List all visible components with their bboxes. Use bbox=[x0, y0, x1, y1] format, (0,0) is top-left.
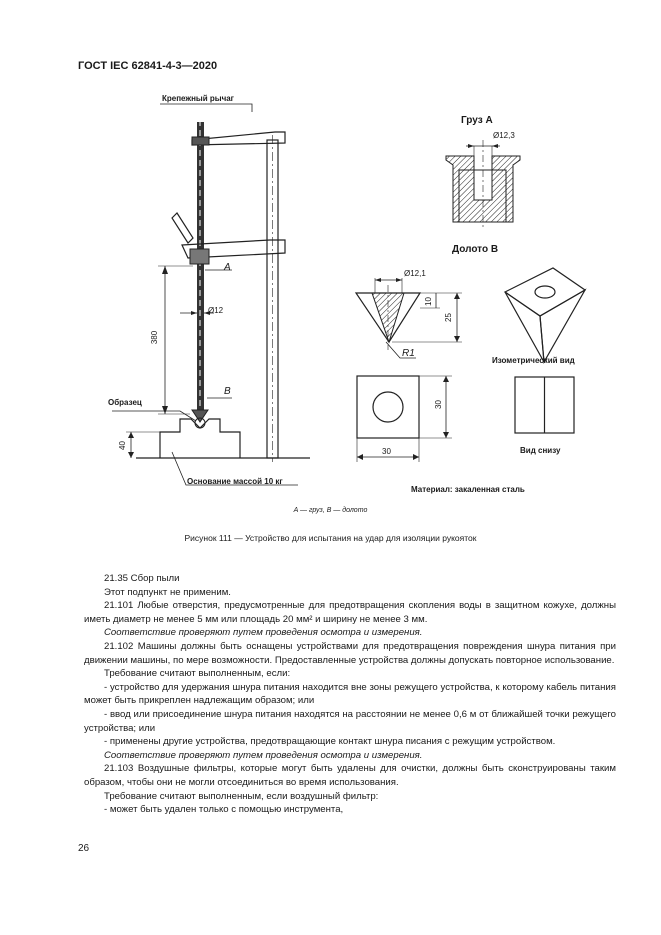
figure-legend: A — груз, B — долото bbox=[293, 507, 368, 514]
paragraph: 21.103 Воздушные фильтры, которые могут быть удалены для очистки, должны быть сконструированы таким образом, чтобы они не могли отсоединиться во время использования. bbox=[84, 763, 616, 788]
paragraph: Этот подпункт не применим. bbox=[104, 586, 231, 598]
paragraph: Требование считают выполненным, если воздушный фильтр: bbox=[104, 790, 379, 802]
list-item: - ввод или присоединение шнура питания находятся на расстоянии не менее 0,6 м от ближайшей точки режущего устройства; или bbox=[84, 708, 616, 734]
weight-a-diameter: Ø12,3 bbox=[493, 131, 515, 140]
marker-a: A bbox=[224, 262, 231, 273]
bottom-view-label: Вид снизу bbox=[520, 446, 561, 455]
paragraph: 21.102 Машины должны быть оснащены устройствами для предотвращения повреждения шнура питания при движении машины, по мере возможности. Предоставленные устройства должны допускать повторное использование. bbox=[84, 640, 616, 666]
page-number: 26 bbox=[78, 843, 90, 854]
dim-40: 40 bbox=[117, 441, 127, 450]
material-label: Материал: закаленная сталь bbox=[411, 485, 525, 494]
weight-a-title: Груз A bbox=[461, 115, 493, 126]
paragraph: 21.101 Любые отверстия, предусмотренные для предотвращения скопления воды в защитном кожухе, должны иметь диаметр не менее 5 мм или площадь 20 мм² и ширину не менее 3 мм. bbox=[84, 600, 616, 625]
chisel-b-title: Долото B bbox=[452, 244, 499, 255]
rod-diameter: Ø12 bbox=[208, 306, 224, 315]
figure-caption: Рисунок 111 — Устройство для испытания на удар для изоляции рукояток bbox=[184, 533, 477, 543]
chisel-diameter: Ø12,1 bbox=[404, 269, 426, 278]
dim-30-vertical: 30 bbox=[433, 400, 443, 409]
paragraph: 21.35 Сбор пыли bbox=[104, 573, 180, 584]
page-header: ГОСТ IEC 62841-4-3—2020 bbox=[78, 60, 218, 72]
base-label: Основание массой 10 кг bbox=[187, 477, 283, 486]
body-text bbox=[84, 572, 616, 817]
list-item: - применены другие устройства, предотвращающие контакт шнура писания с режущим устройством. bbox=[104, 736, 556, 748]
r1-label: R1 bbox=[402, 348, 415, 359]
dim-30-horizontal: 30 bbox=[382, 447, 391, 456]
clamp-lever-label: Крепежный рычаг bbox=[162, 94, 235, 103]
marker-b: B bbox=[224, 386, 231, 397]
dim-10: 10 bbox=[423, 297, 433, 306]
dim-380: 380 bbox=[150, 330, 160, 345]
specimen-label: Образец bbox=[108, 398, 142, 407]
dim-25: 25 bbox=[443, 313, 453, 322]
paragraph: Требование считают выполненным, если: bbox=[104, 668, 291, 680]
isometric-view-label: Изометрический вид bbox=[492, 356, 575, 365]
paragraph-compliance: Соответствие проверяют путем проведения осмотра и измерения. bbox=[104, 627, 423, 639]
list-item: - устройство для удержания шнура питания находится вне зоны режущего устройства, к которому кабель питания может быть прикреплен надлежащим образом; или bbox=[84, 681, 616, 707]
list-item: - может быть удален только с помощью инструмента, bbox=[104, 804, 344, 816]
paragraph-compliance: Соответствие проверяют путем проведения осмотра и измерения. bbox=[104, 749, 423, 761]
